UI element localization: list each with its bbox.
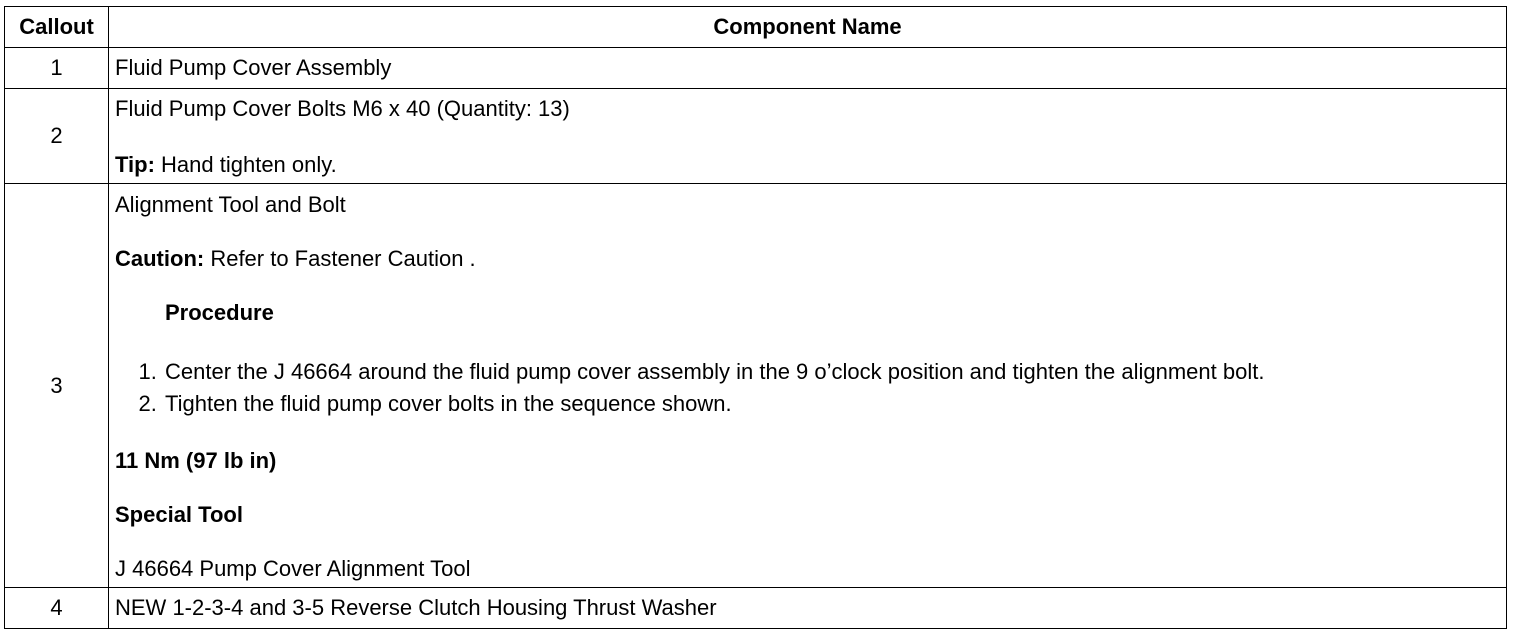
component-name: Fluid Pump Cover Bolts M6 x 40 (Quantity: 13) <box>115 96 570 121</box>
table-row <box>5 89 1507 184</box>
tip-note <box>115 152 1506 178</box>
table-row <box>5 48 1507 89</box>
callout-number: 4 <box>5 588 109 629</box>
component-name: Alignment Tool and Bolt <box>115 192 346 217</box>
procedure-title: Procedure <box>165 300 274 325</box>
table-row <box>5 184 1507 588</box>
component-name: Fluid Pump Cover Assembly <box>109 48 1507 89</box>
procedure-steps <box>115 356 1506 420</box>
table-header-row <box>5 7 1507 48</box>
caution-note <box>115 246 1506 272</box>
callout-number: 2 <box>5 89 109 184</box>
procedure-step: 1. Center the J 46664 around the fluid pump cover assembly in the 9 o’clock position and tighten the alignment bolt. <box>163 356 1506 388</box>
procedure-step: 2. Tighten the fluid pump cover bolts in the sequence shown. <box>163 388 1506 420</box>
caution-label: Caution: <box>115 246 205 271</box>
special-tool-title: Special Tool <box>115 502 243 527</box>
component-description <box>109 89 1507 184</box>
torque-spec: 11 Nm (97 lb in) <box>115 448 277 473</box>
component-description <box>109 184 1507 588</box>
callout-number: 3 <box>5 184 109 588</box>
callout-number: 1 <box>5 48 109 89</box>
callout-table <box>4 6 1507 629</box>
caution-text: Refer to Fastener Caution . <box>204 246 476 271</box>
callout-column-header: Callout <box>5 7 109 48</box>
table-row <box>5 588 1507 629</box>
tip-label: Tip: <box>115 152 155 177</box>
component-name: NEW 1-2-3-4 and 3-5 Reverse Clutch Housing Thrust Washer <box>109 588 1507 629</box>
component-name-column-header: Component Name <box>109 7 1507 48</box>
special-tool-name: J 46664 Pump Cover Alignment Tool <box>115 556 471 581</box>
tip-text: Hand tighten only. <box>154 152 337 177</box>
